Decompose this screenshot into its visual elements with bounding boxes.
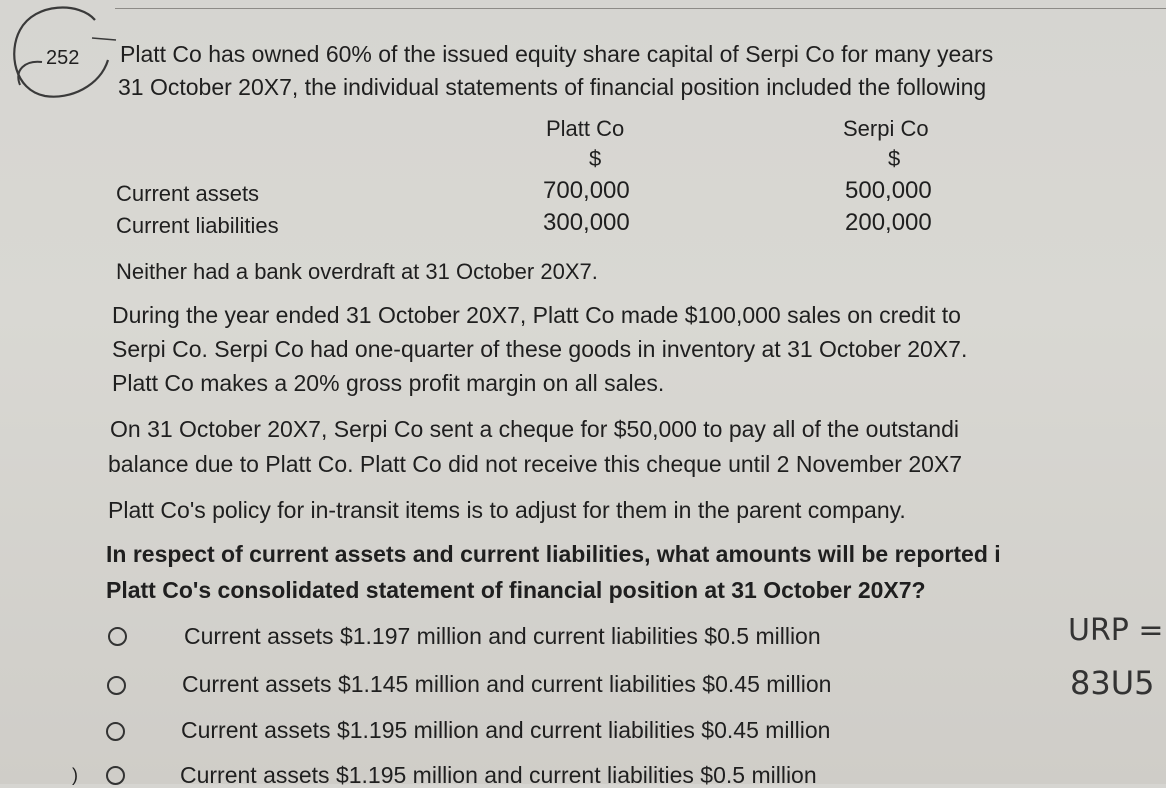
question-prompt-line-2: Platt Co's consolidated statement of financial position at 31 October 20X7? (106, 577, 926, 603)
platt-current-liabilities: 300,000 (543, 209, 630, 236)
paragraph-policy: Platt Co's policy for in-transit items is to adjust for them in the parent company. (108, 497, 906, 523)
margin-tick-mark: ) (72, 765, 78, 785)
serpi-current-liabilities: 200,000 (845, 209, 932, 236)
intro-line-2: 31 October 20X7, the individual statements of financial position included the following (118, 74, 987, 100)
platt-current-assets: 700,000 (543, 177, 630, 204)
paragraph-overdraft: Neither had a bank overdraft at 31 October 20X7. (116, 259, 598, 284)
option-a-radio[interactable] (108, 627, 127, 646)
option-c-label[interactable]: Current assets $1.195 million and current liabilities $0.45 million (181, 717, 831, 743)
column-header-platt: Platt Co (546, 116, 625, 141)
option-a-label[interactable]: Current assets $1.197 million and current liabilities $0.5 million (184, 623, 821, 649)
question-number: 252 (46, 47, 80, 69)
paragraph-sales-line-2: Serpi Co. Serpi Co had one-quarter of these goods in inventory at 31 October 20X7. (112, 336, 968, 362)
column-unit-platt: $ (589, 146, 602, 171)
row-label-current-assets: Current assets (116, 181, 260, 206)
serpi-current-assets: 500,000 (845, 177, 932, 204)
paragraph-cheque-line-2: balance due to Platt Co. Platt Co did not receive this cheque until 2 November 20X7 (108, 451, 963, 477)
option-b-radio[interactable] (107, 676, 126, 695)
option-d-radio[interactable] (106, 766, 125, 785)
question-prompt-line-1: In respect of current assets and current liabilities, what amounts will be reported i (106, 541, 1001, 567)
page-top-rule (115, 8, 1166, 9)
handwritten-note-figures: 83U5 (1070, 664, 1155, 702)
option-d-label[interactable]: Current assets $1.195 million and current liabilities $0.5 million (180, 762, 817, 788)
intro-line-1: Platt Co has owned 60% of the issued equity share capital of Serpi Co for many years (120, 41, 994, 67)
column-unit-serpi: $ (888, 146, 901, 171)
paragraph-sales-line-3: Platt Co makes a 20% gross profit margin on all sales. (112, 370, 665, 396)
column-header-serpi: Serpi Co (843, 116, 929, 141)
paragraph-sales-line-1: During the year ended 31 October 20X7, Platt Co made $100,000 sales on credit to (112, 302, 961, 328)
row-label-current-liabilities: Current liabilities (116, 213, 279, 238)
handwritten-note-urp: URP = (1068, 613, 1164, 648)
paragraph-cheque-line-1: On 31 October 20X7, Serpi Co sent a cheque for $50,000 to pay all of the outstandi (110, 416, 960, 442)
option-c-radio[interactable] (106, 722, 125, 741)
option-b-label[interactable]: Current assets $1.145 million and current liabilities $0.45 million (182, 671, 832, 697)
